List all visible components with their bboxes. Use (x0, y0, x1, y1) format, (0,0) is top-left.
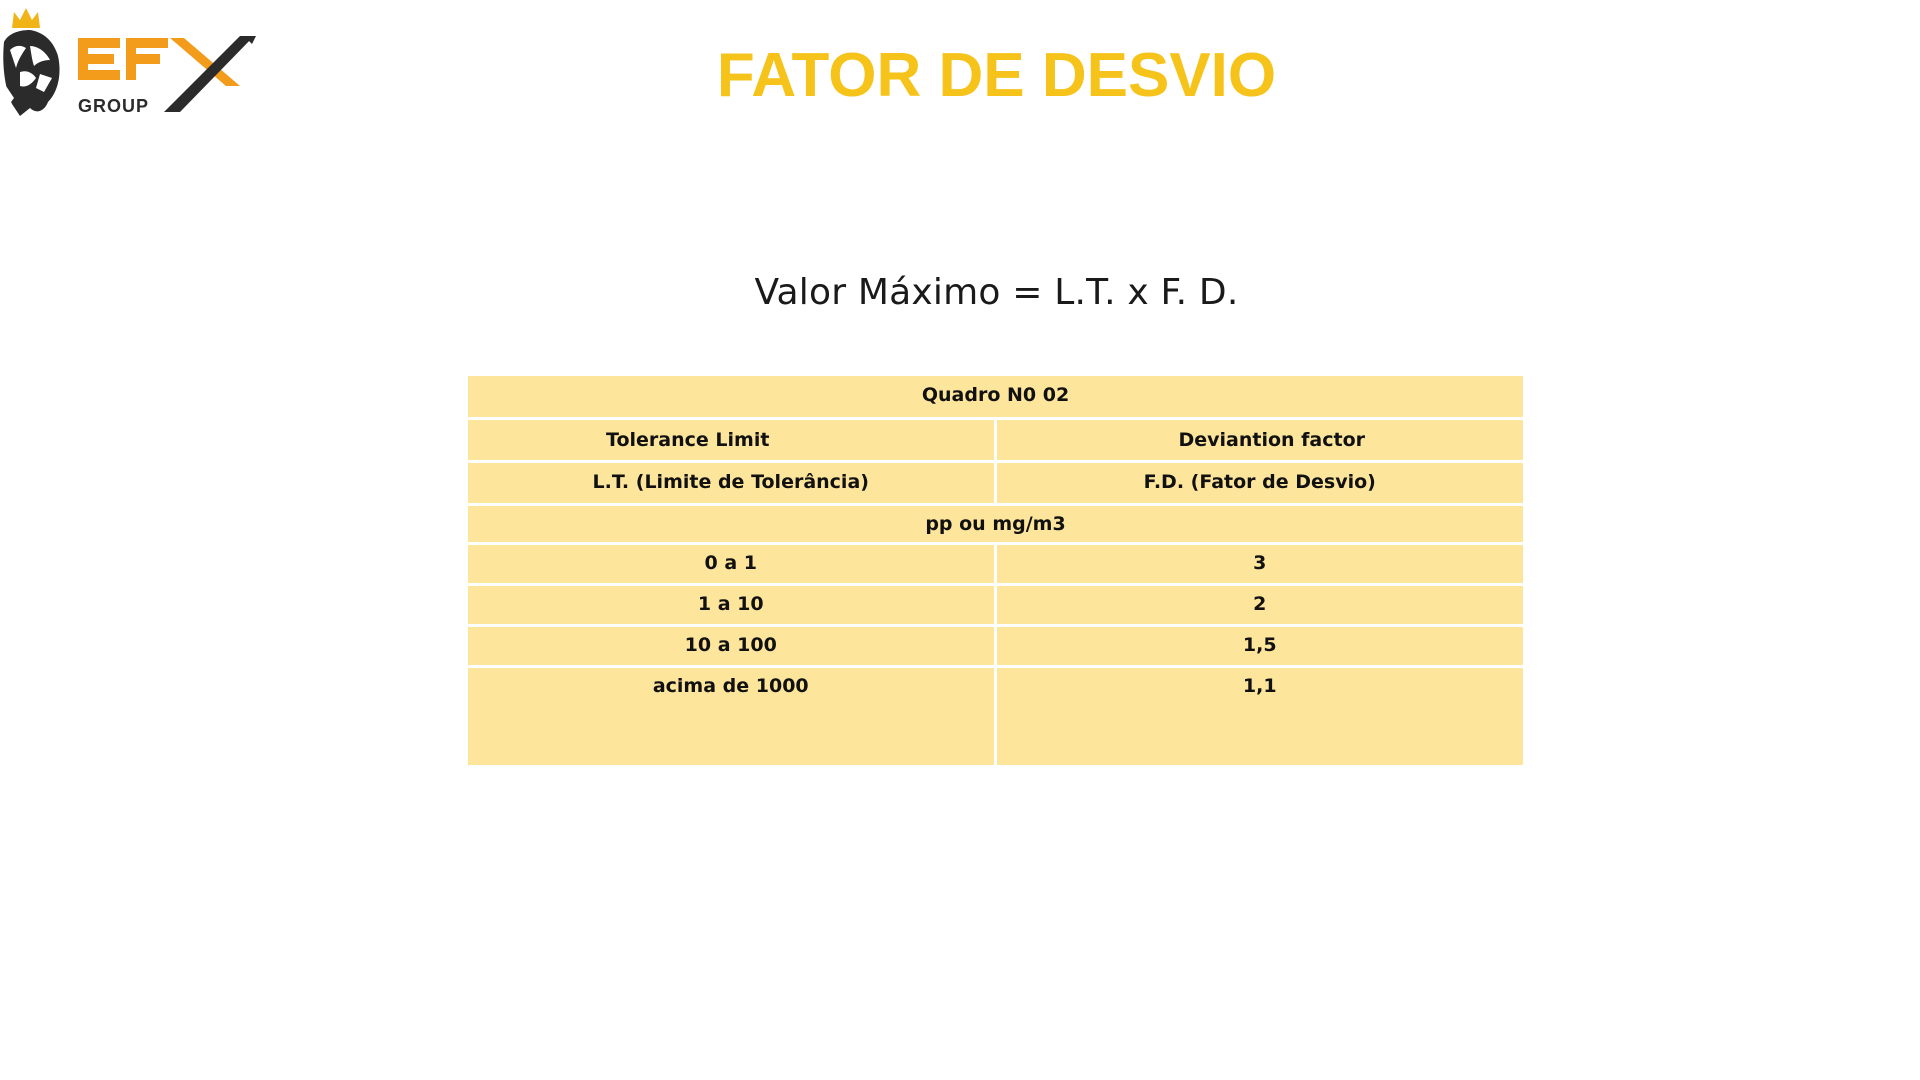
table-row (468, 544, 1523, 585)
table-unit-row (468, 505, 1523, 544)
fd-value: 2 (995, 585, 1523, 626)
fd-value: 1,5 (995, 626, 1523, 667)
table-caption: Quadro N0 02 (468, 375, 1523, 419)
formula-text: Valor Máximo = L.T. x F. D. (754, 272, 1239, 313)
page-title: FATOR DE DESVIO (716, 41, 1277, 110)
lt-value: 1 a 10 (468, 585, 995, 626)
header-deviation-factor: Deviantion factor (995, 419, 1523, 462)
table-row (468, 585, 1523, 626)
lt-value: acima de 1000 (468, 667, 995, 766)
lt-value: 0 a 1 (468, 544, 995, 585)
table-subheader-row (468, 462, 1523, 505)
table-caption-row (468, 375, 1523, 419)
quadro-table (468, 373, 1523, 765)
table-row (468, 626, 1523, 667)
lt-value: 10 a 100 (468, 626, 995, 667)
header-tolerance-limit: Tolerance Limit (468, 419, 995, 462)
subheader-fd: F.D. (Fator de Desvio) (995, 462, 1523, 505)
deviation-factor-table (468, 373, 1523, 761)
fd-value: 3 (995, 544, 1523, 585)
svg-text:GROUP: GROUP (78, 96, 150, 116)
subheader-lt: L.T. (Limite de Tolerância) (468, 462, 995, 505)
unit-label: pp ou mg/m3 (468, 505, 1523, 544)
table-header-row (468, 419, 1523, 462)
fd-value: 1,1 (995, 667, 1523, 766)
table-row (468, 667, 1523, 766)
